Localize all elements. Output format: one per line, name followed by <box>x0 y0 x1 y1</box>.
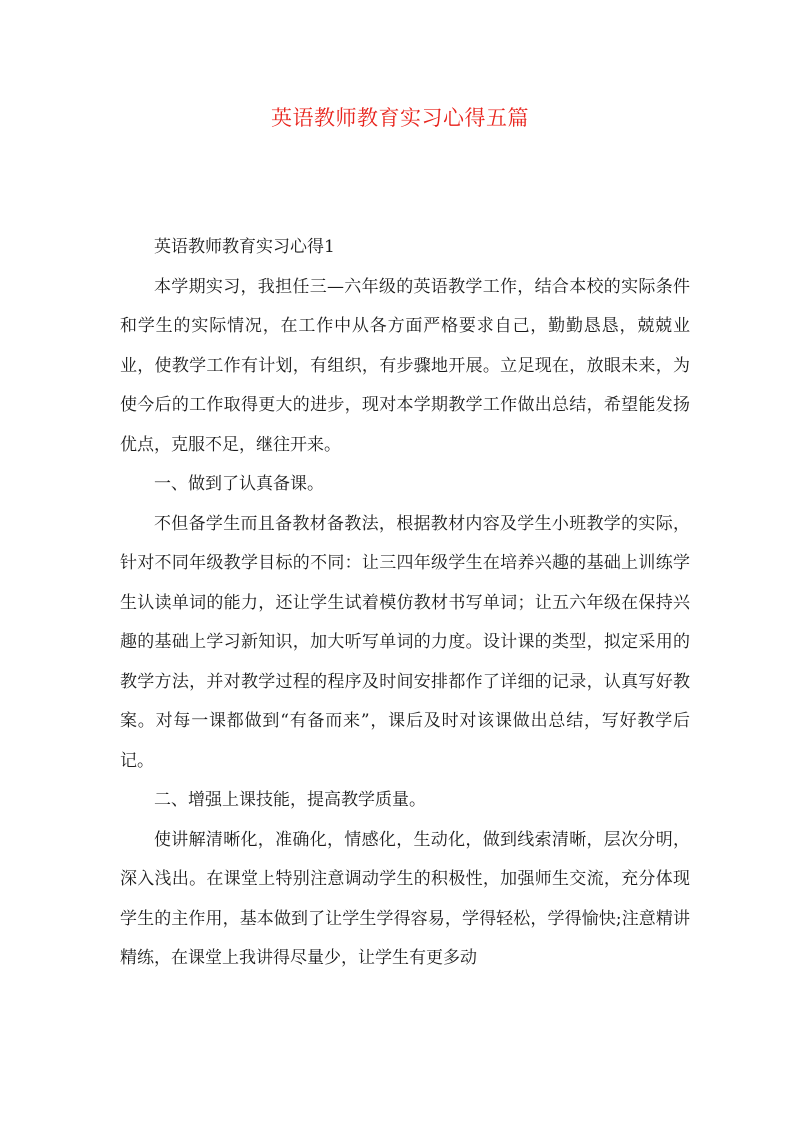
section-subtitle: 英语教师教育实习心得1 <box>154 237 335 257</box>
section-heading-1: 一、做到了认真备课。 <box>154 474 324 494</box>
paragraph-intro: 本学期实习，我担任三—六年级的英语教学工作，结合本校的实际条件和学生的实际情况，在工作中从各方面严格要求自己，勤勤恳恳，兢兢业业，使教学工作有计划，有组织，有步骤地开展。立足现在，放眼未来，为使今后的工作取得更大的进步，现对本学期教学工作做出总结，希望能发扬优点，克服不足，继往开来。 <box>120 276 690 455</box>
paragraph-lesson-prep: 不但备学生而且备教材备教法，根据教材内容及学生小班教学的实际，针对不同年级教学目标的不同：让三四年级学生在培养兴趣的基础上训练学生认读单词的能力，还让学生试着模仿教材书写单词；让五六年级在保持兴趣的基础上学习新知识，加大听写单词的力度。设计课的类型，拟定采用的教学方法，并对教学过程的程序及时间安排都作了详细的记录，认真写好教案。对每一课都做到“有备而来”，课后及时对该课做出总结，写好教学后记。 <box>120 513 690 771</box>
document-title: 英语教师教育实习心得五篇 <box>271 106 529 130</box>
document-body <box>120 228 690 979</box>
section-heading-2: 二、增强上课技能，提高教学质量。 <box>154 790 426 810</box>
paragraph-teaching-skills: 使讲解清晰化，准确化，情感化，生动化，做到线索清晰，层次分明，深入浅出。在课堂上特别注意调动学生的积极性，加强师生交流，充分体现学生的主作用，基本做到了让学生学得容易，学得轻松，学得愉快;注意精讲精练，在课堂上我讲得尽量少，让学生有更多动 <box>120 829 690 968</box>
